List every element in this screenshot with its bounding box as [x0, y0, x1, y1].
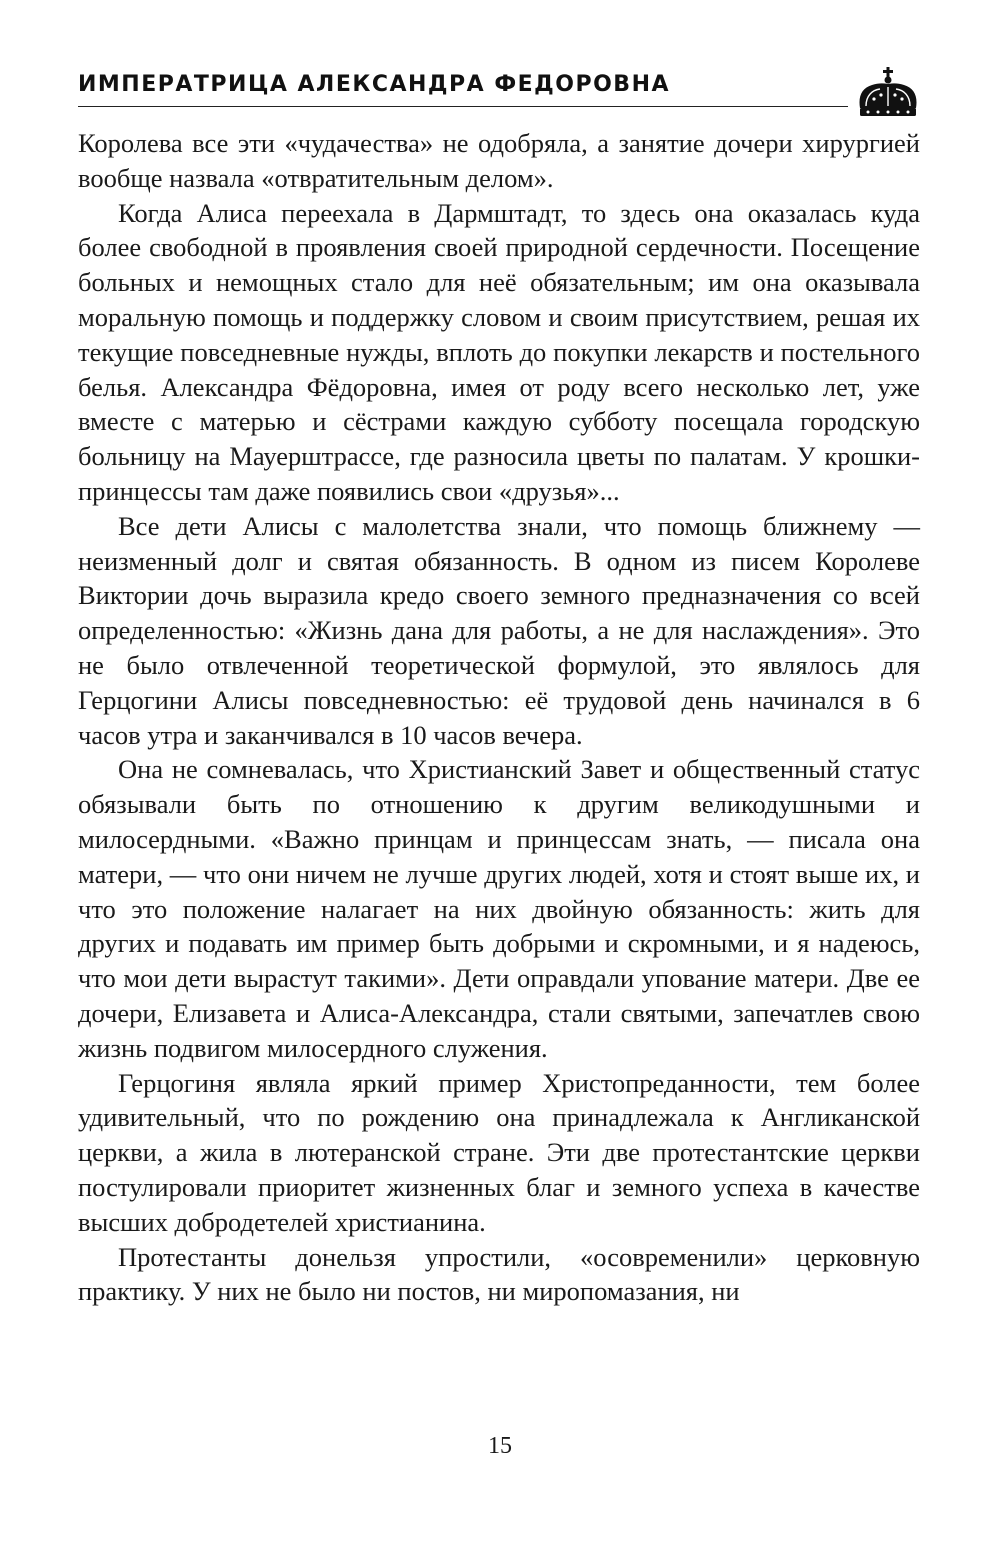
running-title: ИМПЕРАТРИЦА АЛЕКСАНДРА ФЕДОРОВНА: [78, 72, 671, 97]
running-head: [78, 66, 928, 126]
paragraph-1: Королева все эти «чудачества» не одобряла, а занятие дочери хирургией вообще назвала «отвратительным делом».: [78, 128, 920, 193]
header-rule: [78, 106, 848, 107]
page-number: 15: [488, 1433, 512, 1459]
paragraph-4: Она не сомневалась, что Христианский Завет и общественный статус обязывали быть по отношению к другим великодушными и милосердными. «Важно принцам и принцессам знать, — писала она матери, — что они ничем не лучше других людей, хотя и стоят выше их, и что это положение налагает на них двойную обязанность: жить для других и подавать им пример быть добрыми и скромными, и я надеюсь, что мои дети вырастут такими». Дети оправдали упование матери. Две ее дочери, Елизавета и Алиса-Александра, стали святыми, запечатлев свою жизнь подвигом милосердного служения.: [78, 754, 920, 1063]
paragraph-6: Протестанты донельзя упростили, «осовременили» церковную практику. У них не было ни постов, ни миропомазания, ни: [78, 1241, 920, 1307]
crown-icon: [852, 66, 924, 122]
paragraph-5: Герцогиня являла яркий пример Христопреданности, тем более удивительный, что по рождению она принадлежала к Англиканской церкви, а жила в лютеранской стране. Эти две протестантские церкви постулировали приоритет жизненных благ и земного успеха в качестве высших добродетелей христианина.: [78, 1067, 920, 1237]
body-text: [78, 126, 920, 1309]
paragraph-3: Все дети Алисы с малолетства знали, что помощь ближнему — неизменный долг и святая обязанность. В одном из писем Королеве Виктории дочь выразила кредо своего земного предназначения со всей определенностью: «Жизнь дана для работы, а не для наслаждения». Это не было отвлеченной теоретической формулой, это являлось для Герцогини Алисы повседневностью: её трудовой день начинался в 6 часов утра и заканчивался в 10 часов вечера.: [78, 510, 920, 750]
paragraph-2: Когда Алиса переехала в Дармштадт, то здесь она оказалась куда более свободной в проявления своей природной сердечности. Посещение больных и немощных стало для неё обязательным; им она оказывала моральную помощь и поддержку словом и своим присутствием, решая их текущие повседневные нужды, вплоть до покупки лекарств и постельного белья. Александра Фёдоровна, имея от роду всего несколько лет, уже вместе с матерью и сёстрами каждую субботу посещала городскую больницу на Мауерштрассе, где разносила цветы по палатам. У крошки-принцессы там даже появились свои «друзья»...: [78, 197, 920, 506]
